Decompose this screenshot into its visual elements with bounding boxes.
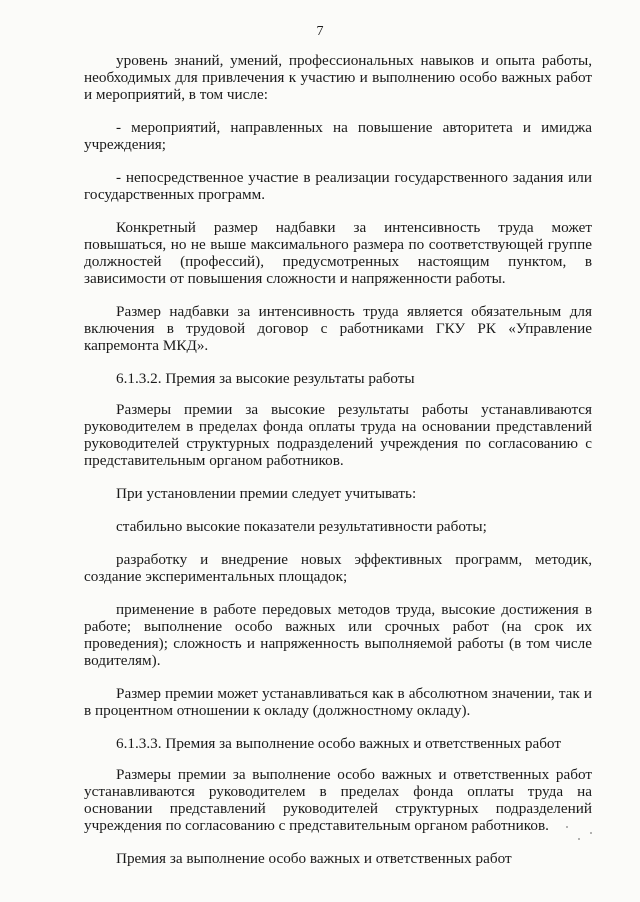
paragraph-allowance-size: Конкретный размер надбавки за интенсивность труда может повышаться, но не выше максимального размера по соответствующей группе должностей (профессий), предусмотренных настоящим пунктом, в зависимости от повышения сложности и напряженности работы.: [84, 219, 592, 287]
scan-artifact: [566, 826, 568, 828]
paragraph-bonus-consider: При установлении премии следует учитывать:: [116, 485, 417, 502]
paragraph-state-task: - непосредственное участие в реализации государственного задания или государственных программ.: [84, 169, 592, 203]
page-number: 7: [316, 24, 324, 39]
paragraph-new-programs: разработку и внедрение новых эффективных программ, методик, создание экспериментальных площадок;: [84, 551, 592, 585]
section-heading-6-1-3-3: 6.1.3.3. Премия за выполнение особо важных и ответственных работ: [116, 735, 561, 752]
paragraph-important-work-bonus: Размеры премии за выполнение особо важных и ответственных работ устанавливаются руководителем в пределах фонда оплаты труда на основании представлений руководителей структурных подразделений учреждения по согласованию с представительным органом работников.: [84, 766, 592, 834]
paragraph-important-work-continued: Премия за выполнение особо важных и ответственных работ: [116, 850, 512, 867]
paragraph-authority-measures: - мероприятий, направленных на повышение авторитета и имиджа учреждения;: [84, 119, 592, 153]
section-heading-6-1-3-2: 6.1.3.2. Премия за высокие результаты работы: [116, 370, 415, 387]
paragraph-advanced-methods: применение в работе передовых методов труда, высокие достижения в работе; выполнение особо важных или срочных работ (на срок их проведения); сложность и напряженность выполняемой работы (в том числе водителям).: [84, 601, 592, 669]
paragraph-allowance-contract: Размер надбавки за интенсивность труда является обязательным для включения в трудовой договор с работниками ГКУ РК «Управление капремонта МКД».: [84, 303, 592, 354]
paragraph-bonus-results: Размеры премии за высокие результаты работы устанавливаются руководителем в пределах фонда оплаты труда на основании представлений руководителей структурных подразделений учреждения по согласованию с представительным органом работников.: [84, 401, 592, 469]
scan-artifact: [578, 838, 580, 840]
scan-artifact: [590, 832, 592, 834]
paragraph-stable-indicators: стабильно высокие показатели результативности работы;: [116, 518, 487, 535]
paragraph-knowledge-level: уровень знаний, умений, профессиональных навыков и опыта работы, необходимых для привлечения к участию и выполнению особо важных работ и мероприятий, в том числе:: [84, 52, 592, 103]
paragraph-bonus-amount: Размер премии может устанавливаться как в абсолютном значении, так и в процентном отношении к окладу (должностному окладу).: [84, 685, 592, 719]
document-body: [84, 52, 592, 883]
